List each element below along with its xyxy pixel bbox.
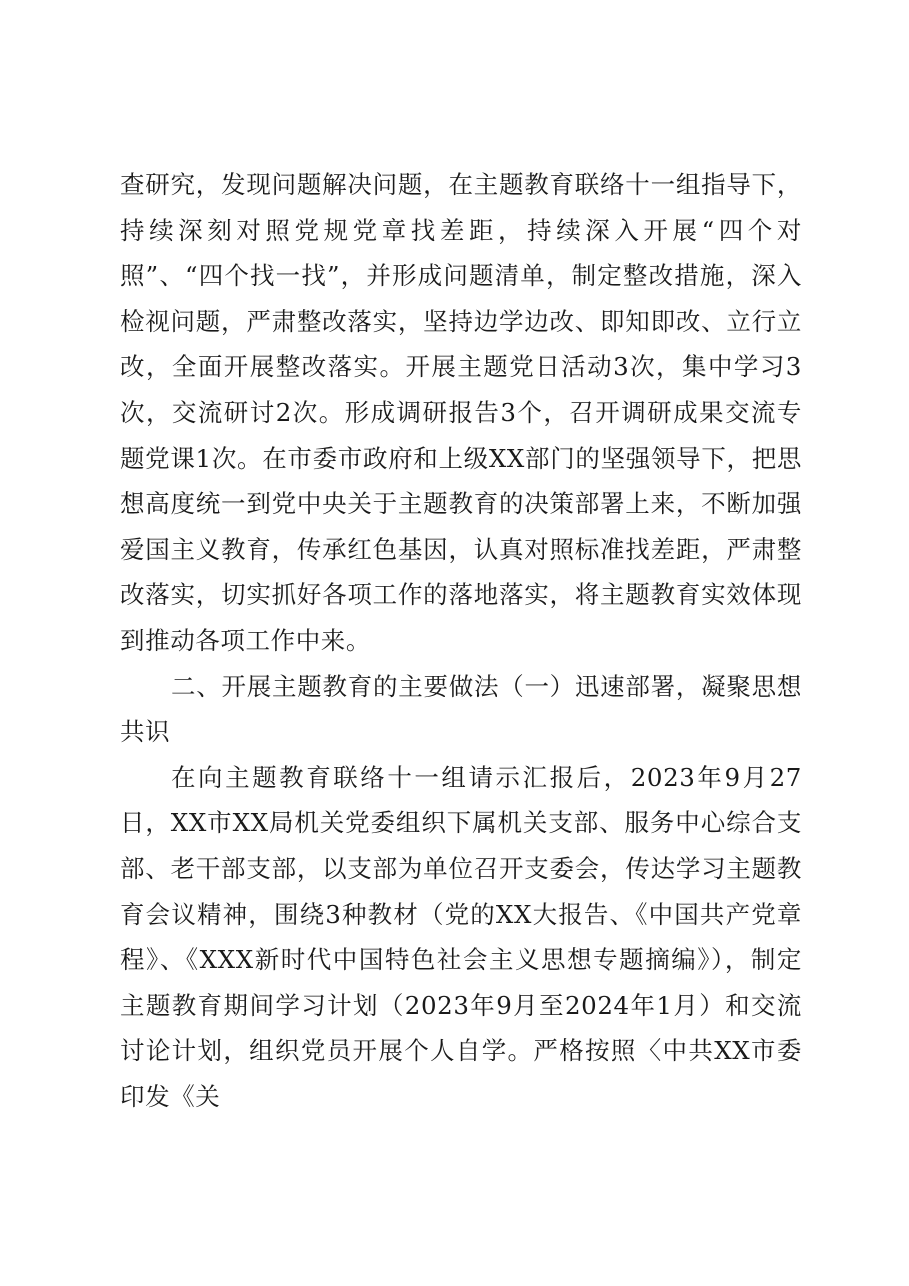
paragraph-rectification-summary: 查研究，发现问题解决问题，在主题教育联络十一组指导下，持续深刻对照党规党章找差距，持续深入开展“四个对照”、“四个找一找”，并形成问题清单，制定整改措施，深入检视问题，严肃整改落实，坚持边学边改、即知即改、立行立改，全面开展整改落实。开展主题党日活动3次，集中学习3次，交流研讨2次。形成调研报告3个，召开调研成果交流专题党课1次。在市委市政府和上级XX部门的坚强领导下，把思想高度统一到党中央关于主题教育的决策部署上来，不断加强爱国主义教育，传承红色基因，认真对照标准找差距，严肃整改落实，切实抓好各项工作的落地落实，将主题教育实效体现到推动各项工作中来。 (120, 170, 802, 655)
paragraph-rapid-deployment: 在向主题教育联络十一组请示汇报后，2023年9月27日，XX市XX局机关党委组织下属机关支部、服务中心综合支部、老干部支部，以支部为单位召开支委会，传达学习主题教育会议精神，围绕3种教材（党的XX大报告、《中国共产党章程》、《XXX新时代中国特色社会主义思想专题摘编》），制定主题教育期间学习计划（2023年9月至2024年1月）和交流讨论计划，组织党员开展个人自学。严格按照〈中共XX市委印发《关 (120, 762, 802, 1111)
section-heading-main-practices: 二、开展主题教育的主要做法（一）迅速部署，凝聚思想共识 (120, 671, 802, 747)
document-body (120, 162, 802, 1119)
